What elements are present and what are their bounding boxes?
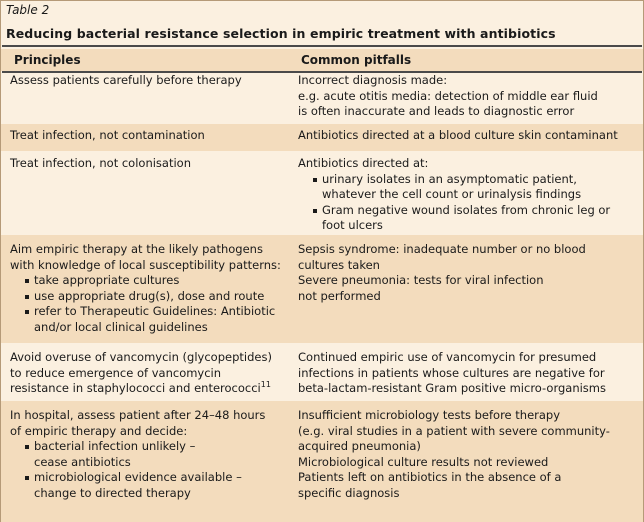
principle-text: Avoid overuse of vancomycin (glycopeptides) (10, 350, 272, 364)
pitfall-text: cultures taken (298, 257, 380, 272)
bullet-text: whatever the cell count or urinalysis findings (322, 187, 582, 201)
pitfall-text: Insufficient microbiology tests before therapy (298, 408, 561, 422)
table-label: Table 2 (6, 3, 50, 17)
pitfall-cell (298, 242, 638, 304)
bullet-item (10, 273, 292, 289)
reference-superscript: 11 (260, 380, 271, 389)
bullet-text: Gram negative wound isolates from chronic leg or (322, 202, 611, 217)
bullet-item (10, 289, 292, 305)
bullet-icon (313, 209, 317, 213)
pitfall-text: Antibiotics directed at: (298, 156, 429, 170)
principle-cell (10, 242, 292, 335)
principle-cell (10, 350, 292, 397)
principle-text: In hospital, assess patient after 24–48 hours (10, 408, 266, 422)
bullet-item (10, 470, 292, 486)
bullet-text: and/or local clinical guidelines (34, 319, 208, 334)
pitfall-text: infections in patients whose cultures are negative for (298, 365, 605, 380)
pitfall-cell (298, 73, 638, 120)
bullet-text: refer to Therapeutic Guidelines: Antibiotic (34, 304, 276, 318)
bullet-icon (313, 178, 317, 182)
bullet-text: cease antibiotics (34, 454, 131, 469)
principle-text (10, 381, 292, 397)
pitfall-text: Incorrect diagnosis made: (298, 73, 448, 87)
table-title: Reducing bacterial resistance selection in empiric treatment with antibiotics (6, 26, 556, 41)
bullet-text: use appropriate drug(s), dose and route (34, 288, 265, 303)
bullet-text: change to directed therapy (34, 485, 191, 500)
bullet-text: bacterial infection unlikely – (34, 439, 196, 453)
bullet-text: microbiological evidence available – (34, 470, 242, 484)
header-principles: Principles (14, 53, 81, 67)
bullet-text: take appropriate cultures (34, 273, 180, 287)
bullet-icon (25, 476, 29, 480)
pitfall-text: Sepsis syndrome: inadequate number or no blood (298, 242, 586, 256)
pitfall-text: not performed (298, 288, 381, 303)
bullet-continuation (10, 486, 292, 502)
principle-cell (10, 128, 292, 144)
principle-text: Aim empiric therapy at the likely pathogens (10, 242, 263, 256)
principle-text: Treat infection, not contamination (10, 128, 205, 142)
pitfall-text: e.g. acute otitis media: detection of middle ear fluid (298, 88, 598, 103)
pitfall-text: Antibiotics directed at a blood culture skin contaminant (298, 128, 618, 142)
principle-text: with knowledge of local susceptibility patterns: (10, 257, 281, 272)
header-pitfalls: Common pitfalls (301, 53, 412, 67)
principle-text: Treat infection, not colonisation (10, 156, 191, 170)
bullet-icon (25, 445, 29, 449)
principle-text: of empiric therapy and decide: (10, 423, 188, 438)
bullet-text: urinary isolates in an asymptomatic patient, (322, 171, 577, 186)
pitfall-text: beta-lactam-resistant Gram positive micro-organisms (298, 381, 606, 395)
principle-cell (10, 73, 292, 89)
principle-text: to reduce emergence of vancomycin (10, 365, 222, 380)
bullet-continuation (10, 455, 292, 471)
bullet-item (298, 172, 638, 188)
pitfall-text: acquired pneumonia) (298, 439, 421, 453)
title-rule (2, 45, 642, 47)
pitfall-cell (298, 350, 638, 397)
pitfall-text: Patients left on antibiotics in the absence of a (298, 470, 562, 484)
pitfall-text: Severe pneumonia: tests for viral infection (298, 273, 544, 287)
bullet-continuation (10, 320, 292, 336)
pitfall-text: (e.g. viral studies in a patient with severe community- (298, 423, 610, 438)
pitfall-text: specific diagnosis (298, 485, 400, 500)
pitfall-text: Microbiological culture results not reviewed (298, 454, 549, 469)
bullet-icon (25, 310, 29, 314)
bullet-continuation (298, 187, 638, 203)
principle-text-part: resistance in staphylococci and enterococci (10, 381, 261, 395)
pitfall-cell (298, 128, 638, 144)
bullet-icon (25, 279, 29, 283)
pitfall-text: is often inaccurate and leads to diagnostic error (298, 104, 575, 118)
principle-text: Assess patients carefully before therapy (10, 73, 242, 87)
principle-cell (10, 408, 292, 501)
principle-cell (10, 156, 292, 172)
bullet-item (298, 203, 638, 219)
bullet-item (10, 304, 292, 320)
bullet-text: foot ulcers (322, 218, 383, 232)
bullet-icon (25, 295, 29, 299)
bullet-item (10, 439, 292, 455)
pitfall-cell (298, 156, 638, 234)
bullet-continuation (298, 218, 638, 234)
pitfall-text: Continued empiric use of vancomycin for presumed (298, 350, 597, 364)
pitfall-cell (298, 408, 638, 501)
